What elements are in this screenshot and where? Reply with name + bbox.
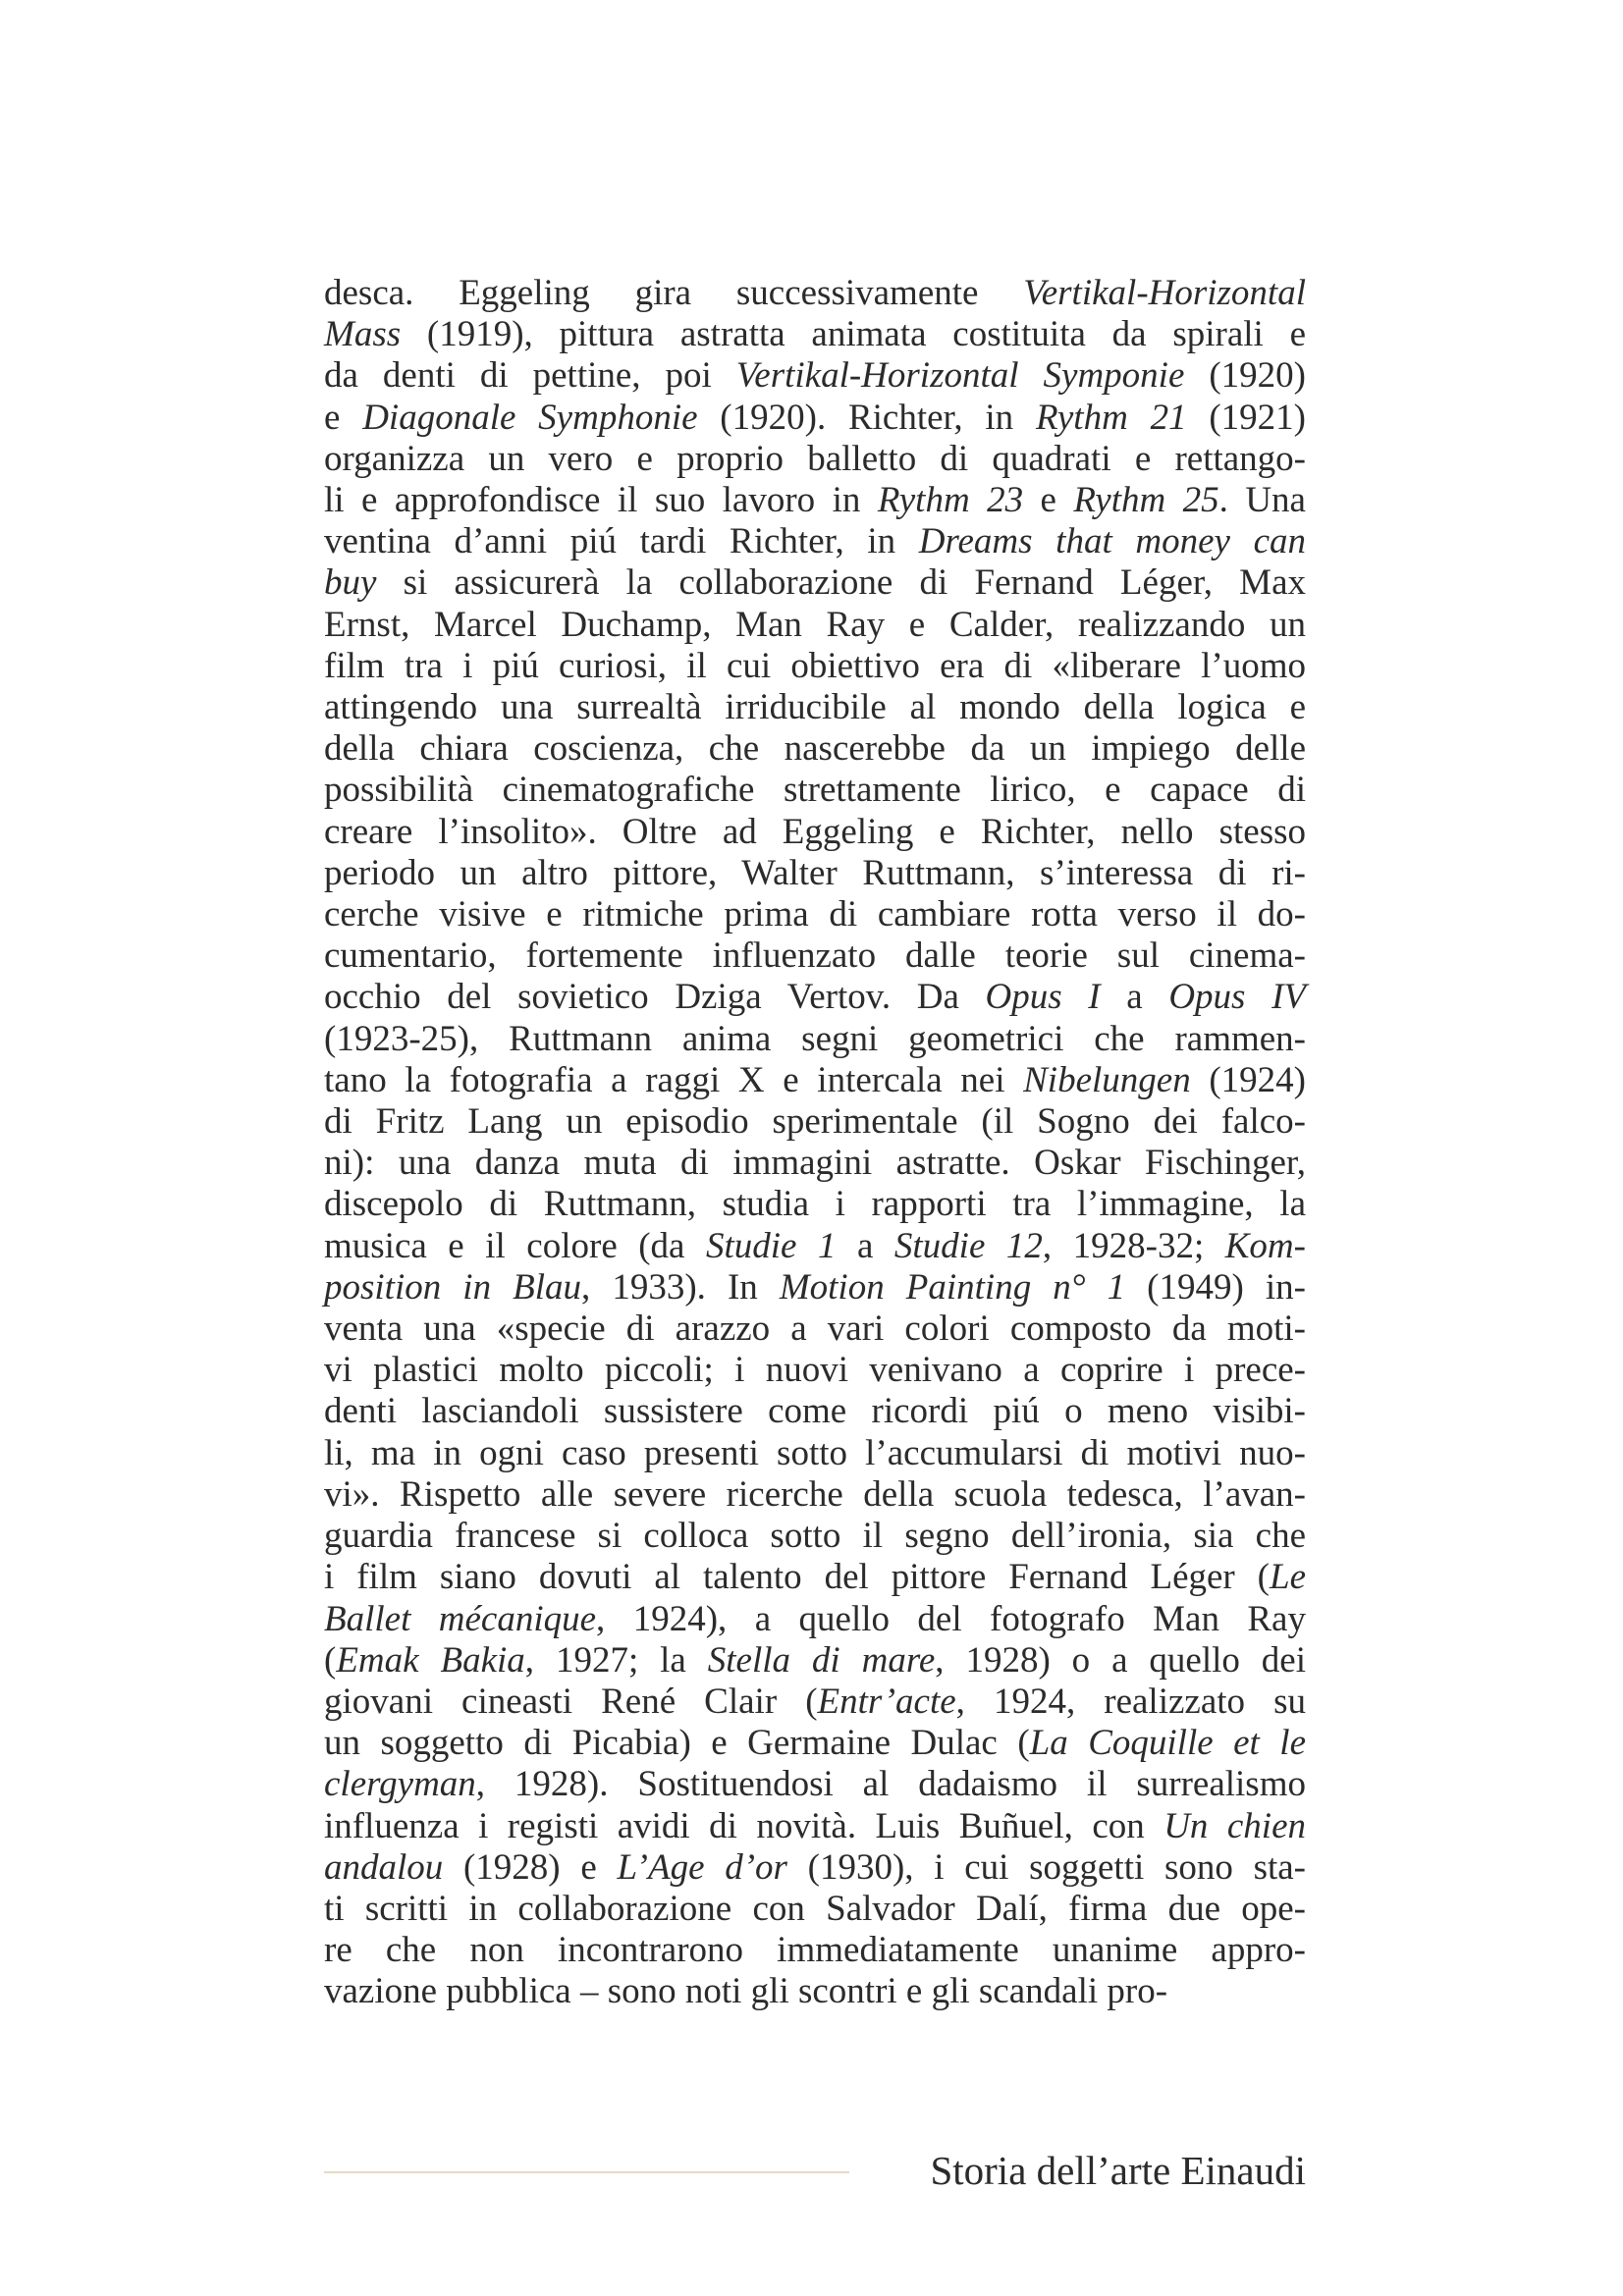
body-line: denti lasciandoli sussistere come ricordi piú o meno visibi- bbox=[324, 1391, 1306, 1432]
body-line: guardia francese si colloca sotto il segno dell’ironia, sia che bbox=[324, 1516, 1306, 1557]
body-line: della chiara coscienza, che nascerebbe da un impiego delle bbox=[324, 728, 1306, 770]
footer-publisher-text: Storia dell’arte Einaudi bbox=[930, 2148, 1306, 2193]
body-line: organizza un vero e proprio balletto di quadrati e rettango- bbox=[324, 438, 1306, 479]
body-line: film tra i piú curiosi, il cui obiettivo era di «liberare l’uomo bbox=[324, 645, 1306, 686]
body-line: cumentario, fortemente influenzato dalle teorie sul cinema- bbox=[324, 935, 1306, 977]
body-line: clergyman, 1928). Sostituendosi al dadaismo il surrealismo bbox=[324, 1764, 1306, 1805]
body-line: Mass (1919), pittura astratta animata costituita da spirali e bbox=[324, 314, 1306, 355]
body-line: re che non incontrarono immediatamente unanime appro- bbox=[324, 1930, 1306, 1971]
body-line: (1923-25), Ruttmann anima segni geometrici che rammen- bbox=[324, 1018, 1306, 1059]
body-line: attingendo una surrealtà irriducibile al mondo della logica e bbox=[324, 687, 1306, 728]
footer-rule bbox=[324, 2171, 849, 2173]
body-line: occhio del sovietico Dziga Vertov. Da Opus I a Opus IV bbox=[324, 977, 1306, 1018]
body-line: li, ma in ogni caso presenti sotto l’accumularsi di motivi nuo- bbox=[324, 1432, 1306, 1473]
body-line: giovani cineasti René Clair (Entr’acte, 1924, realizzato su bbox=[324, 1681, 1306, 1722]
body-line: buy si assicurerà la collaborazione di Fernand Léger, Max bbox=[324, 562, 1306, 604]
body-line: andalou (1928) e L’Age d’or (1930), i cui soggetti sono sta- bbox=[324, 1846, 1306, 1888]
body-line: un soggetto di Picabia) e Germaine Dulac (La Coquille et le bbox=[324, 1723, 1306, 1764]
body-line: li e approfondisce il suo lavoro in Rythm 23 e Rythm 25. Una bbox=[324, 480, 1306, 521]
body-line: ti scritti in collaborazione con Salvador Dalí, firma due ope- bbox=[324, 1888, 1306, 1929]
body-line: cerche visive e ritmiche prima di cambiare rotta verso il do- bbox=[324, 894, 1306, 935]
body-line: i film siano dovuti al talento del pittore Fernand Léger (Le bbox=[324, 1557, 1306, 1598]
body-line: vi plastici molto piccoli; i nuovi venivano a coprire i prece- bbox=[324, 1350, 1306, 1391]
body-line: da denti di pettine, poi Vertikal-Horizontal Symponie (1920) bbox=[324, 355, 1306, 397]
body-line: desca. Eggeling gira successivamente Vertikal-Horizontal bbox=[324, 273, 1306, 313]
body-line: tano la fotografia a raggi X e intercala nei Nibelungen (1924) bbox=[324, 1059, 1306, 1100]
body-line: vi». Rispetto alle severe ricerche della scuola tedesca, l’avan- bbox=[324, 1473, 1306, 1515]
body-line: (Emak Bakia, 1927; la Stella di mare, 1928) o a quello dei bbox=[324, 1639, 1307, 1681]
body-line: influenza i registi avidi di novità. Luis Buñuel, con Un chien bbox=[324, 1805, 1306, 1846]
body-line: Ernst, Marcel Duchamp, Man Ray e Calder, realizzando un bbox=[324, 604, 1306, 645]
body-line: Ballet mécanique, 1924), a quello del fotografo Man Ray bbox=[324, 1598, 1306, 1639]
body-line: venta una «specie di arazzo a vari colori composto da moti- bbox=[324, 1308, 1306, 1350]
body-line: periodo un altro pittore, Walter Ruttmann, s’interessa di ri- bbox=[324, 852, 1306, 893]
body-line: creare l’insolito». Oltre ad Eggeling e Richter, nello stesso bbox=[324, 811, 1306, 852]
body-line: discepolo di Ruttmann, studia i rapporti tra l’immagine, la bbox=[324, 1184, 1306, 1225]
body-line: possibilità cinematografiche strettamente lirico, e capace di bbox=[324, 770, 1306, 811]
body-line: ni): una danza muta di immagini astratte. Oskar Fischinger, bbox=[324, 1143, 1306, 1184]
body-line: e Diagonale Symphonie (1920). Richter, in Rythm 21 (1921) bbox=[324, 397, 1306, 438]
body-line: vazione pubblica – sono noti gli scontri e gli scandali pro- bbox=[324, 1971, 1168, 2012]
body-line: position in Blau, 1933). In Motion Painting n° 1 (1949) in- bbox=[324, 1266, 1306, 1308]
body-line: di Fritz Lang un episodio sperimentale (il Sogno dei falco- bbox=[324, 1101, 1306, 1143]
body-line: ventina d’anni piú tardi Richter, in Dreams that money can bbox=[324, 521, 1306, 562]
body-text bbox=[324, 273, 1306, 2013]
body-line: musica e il colore (da Studie 1 a Studie 12, 1928-32; Kom- bbox=[324, 1225, 1306, 1266]
